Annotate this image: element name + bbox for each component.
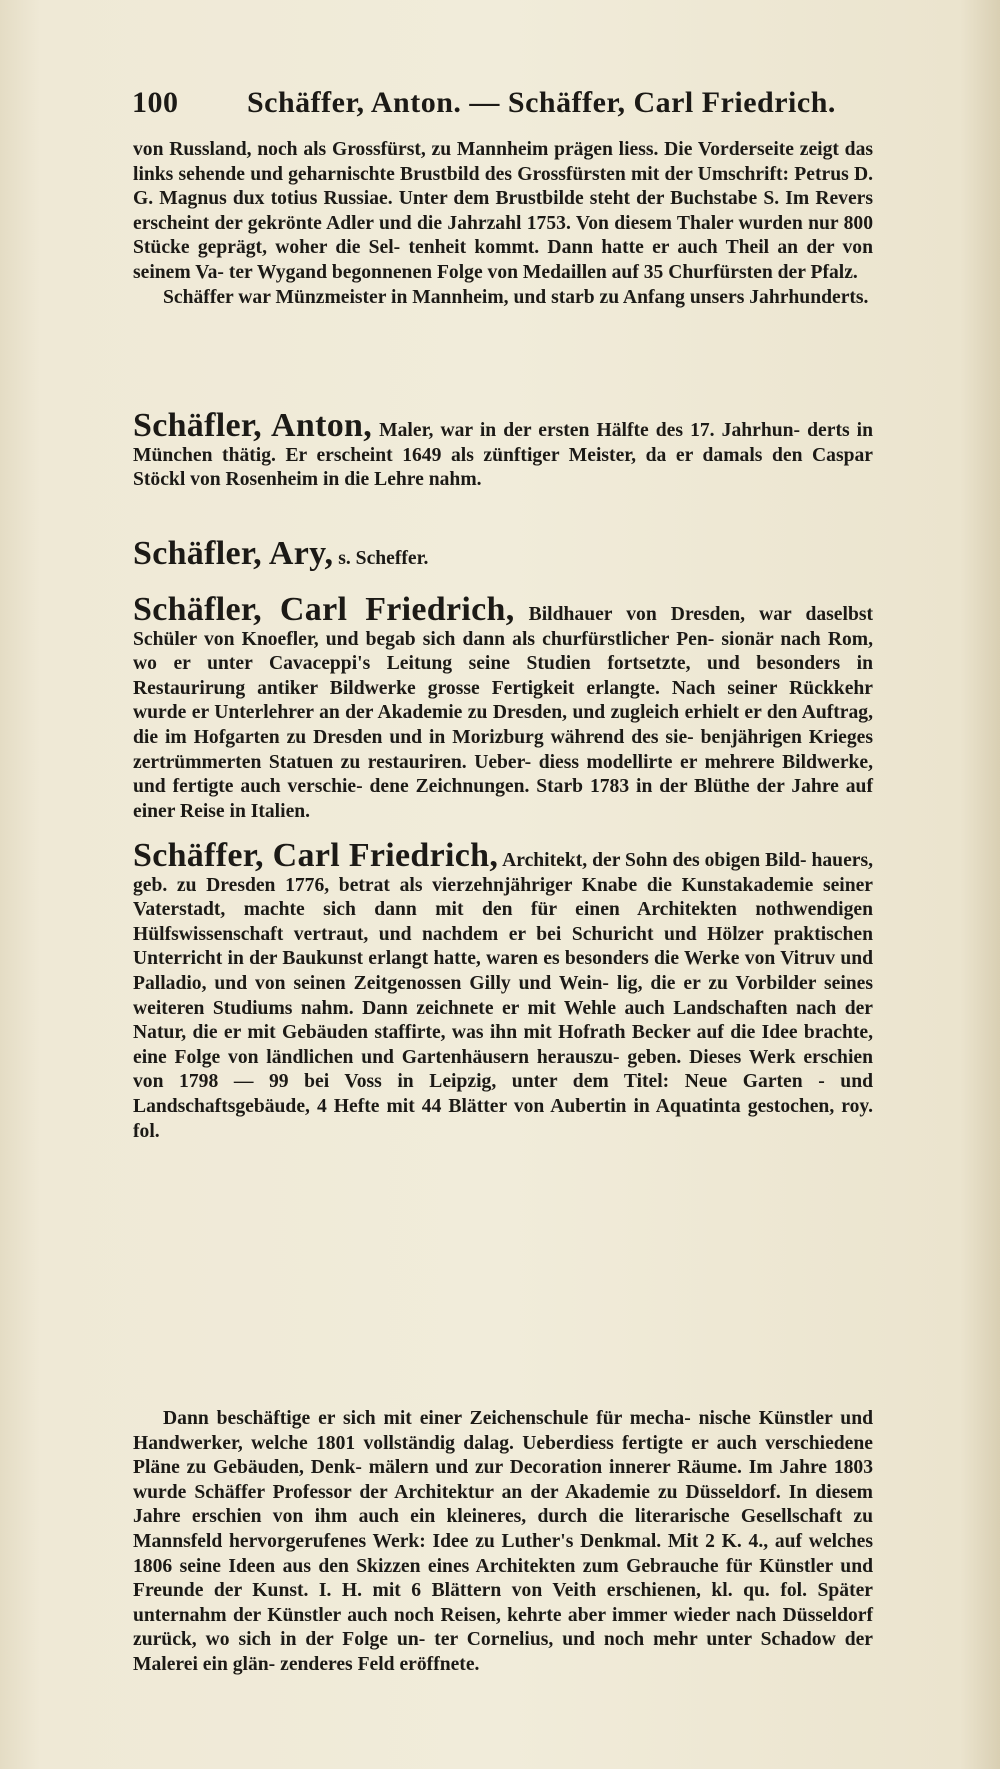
- entry-schaeffer-carl-friedrich: Schäffer, Carl Friedrich, Architekt, der Sohn des obigen Bild- hauers, geb. zu Dresden 1776, betrat als vierzehnjähriger Knabe die Kunstakademie seiner Vaterstadt, machte sich dann mit den für einen Architekten nothwendigen Hülfswissenschaft vertraut, und nachdem er bei Schuricht und Hölzer praktischen Unterricht in der Baukunst erlangt hatte, waren es besonders die Werke von Vitruv und Palladio, und von seinen Zeitgenossen Gilly und Wein- lig, die er zu Vorbilder seines weiteren Studiums nahm. Dann zeichnete er mit Wehle auch Landschaften nach der Natur, die er mit Gebäuden staffirte, was ihn mit Hofrath Becker auf die Idee brachte, eine Folge von ländlichen und Gartenhäusern herauszu- geben. Dieses Werk erschien von 1798 — 99 bei Voss in Leipzig, unter dem Titel: Neue Garten - und Landschaftsgebäude, 4 Hefte mit 44 Blätter von Aubertin in Aquatinta gestochen, roy. fol.: [133, 837, 874, 1142]
- entry-headword: Schäfler, Carl Friedrich,: [133, 591, 515, 628]
- final-paragraph: Dann beschäftige er sich mit einer Zeichenschule für mecha- nische Künstler und Handwerker, welche 1801 vollständig dalag. Ueberdiess fertigte er auch verschiedene Pläne zu Gebäuden, Denk- mälern und zur Decoration innerer Räume. Im Jahre 1803 wurde Schäffer Professor der Architektur an der Akademie zu Düsseldorf. In diesem Jahre erschien von ihm auch ein kleineres, durch die literarische Gesellschaft zu Mannsfeld hervorgerufenes Werk: Idee zu Luther's Denkmal. Mit 2 K. 4., auf welches 1806 seine Ideen aus den Skizzen eines Architekten zum Gebrauche für Künstler und Freunde der Kunst. I. H. mit 6 Blättern von Veith erschienen, kl. qu. fol. Später unternahm der Künstler auch noch Reisen, kehrte aber immer wieder nach Düsseldorf zurück, wo sich in der Folge un- ter Cornelius, und noch mehr unter Schadow der Malerei ein glän- zenderes Feld eröffnete.: [133, 1408, 874, 1675]
- entry-schaefler-ary: [133, 535, 873, 572]
- cross-reference: s. Scheffer.: [338, 548, 429, 569]
- page-number: 100: [132, 86, 179, 119]
- entry-headword: Schäfler, Anton,: [133, 407, 373, 444]
- continuation-text-1: von Russland, noch als Grossfürst, zu Mannheim prägen liess. Die Vorderseite zeigt das links sehende und geharnischte Brustbild des Grossfürsten mit der Umschrift: Petrus D. G. Magnus dux totius Russiae. Unter dem Brustbilde steht der Buchstabe S. Im Revers erscheint der gekrönte Adler und die Jahrzahl 1753. Von diesem Thaler wurden nur 800 Stücke geprägt, woher die Sel- tenheit kommt. Dann hatte er auch Theil an der von seinem Va- ter Wygand begonnenen Folge von Medaillen auf 35 Churfürsten der Pfalz.: [133, 139, 874, 283]
- running-head: Schäffer, Anton. — Schäffer, Carl Friedrich.: [247, 86, 836, 119]
- continuation-text-2: Schäffer war Münzmeister in Mannheim, und starb zu Anfang unsers Jahrhunderts.: [163, 286, 869, 308]
- entry-headword: Schäffer, Carl Friedrich,: [133, 837, 499, 874]
- entry-schaefler-carl-friedrich: Schäfler, Carl Friedrich, Bildhauer von Dresden, war daselbst Schüler von Knoefler, und begab sich dann als churfürstlicher Pen- sionär nach Rom, wo er unter Cavaceppi's Leitung seine Studien fortsetzte, und besonders in Restaurirung antiker Bildwerke grosse Fertigkeit erlangte. Nach seiner Rückkehr wurde er Unterlehrer an der Akademie zu Dresden, und zugleich erhielt er den Auftrag, die im Hofgarten zu Dresden und in Morizburg während des sie- benjährigen Krieges zertrümmerten Statuen zu restauriren. Ueber- diess modellirte er mehrere Bildwerke, und fertigte auch verschie- dene Zeichnungen. Starb 1783 in der Blüthe der Jahre auf einer Reise in Italien.: [133, 591, 874, 822]
- entry-schaefler-anton: Schäfler, Anton, Maler, war in der ersten Hälfte des 17. Jahrhun- derts in München thätig. Er erscheint 1649 als zünftiger Meister, da er damals den Caspar Stöckl von Rosenheim in die Lehre nahm.: [133, 407, 874, 491]
- entry-headword: Schäfler, Ary,: [133, 535, 334, 572]
- continuation-paragraph: [133, 138, 873, 310]
